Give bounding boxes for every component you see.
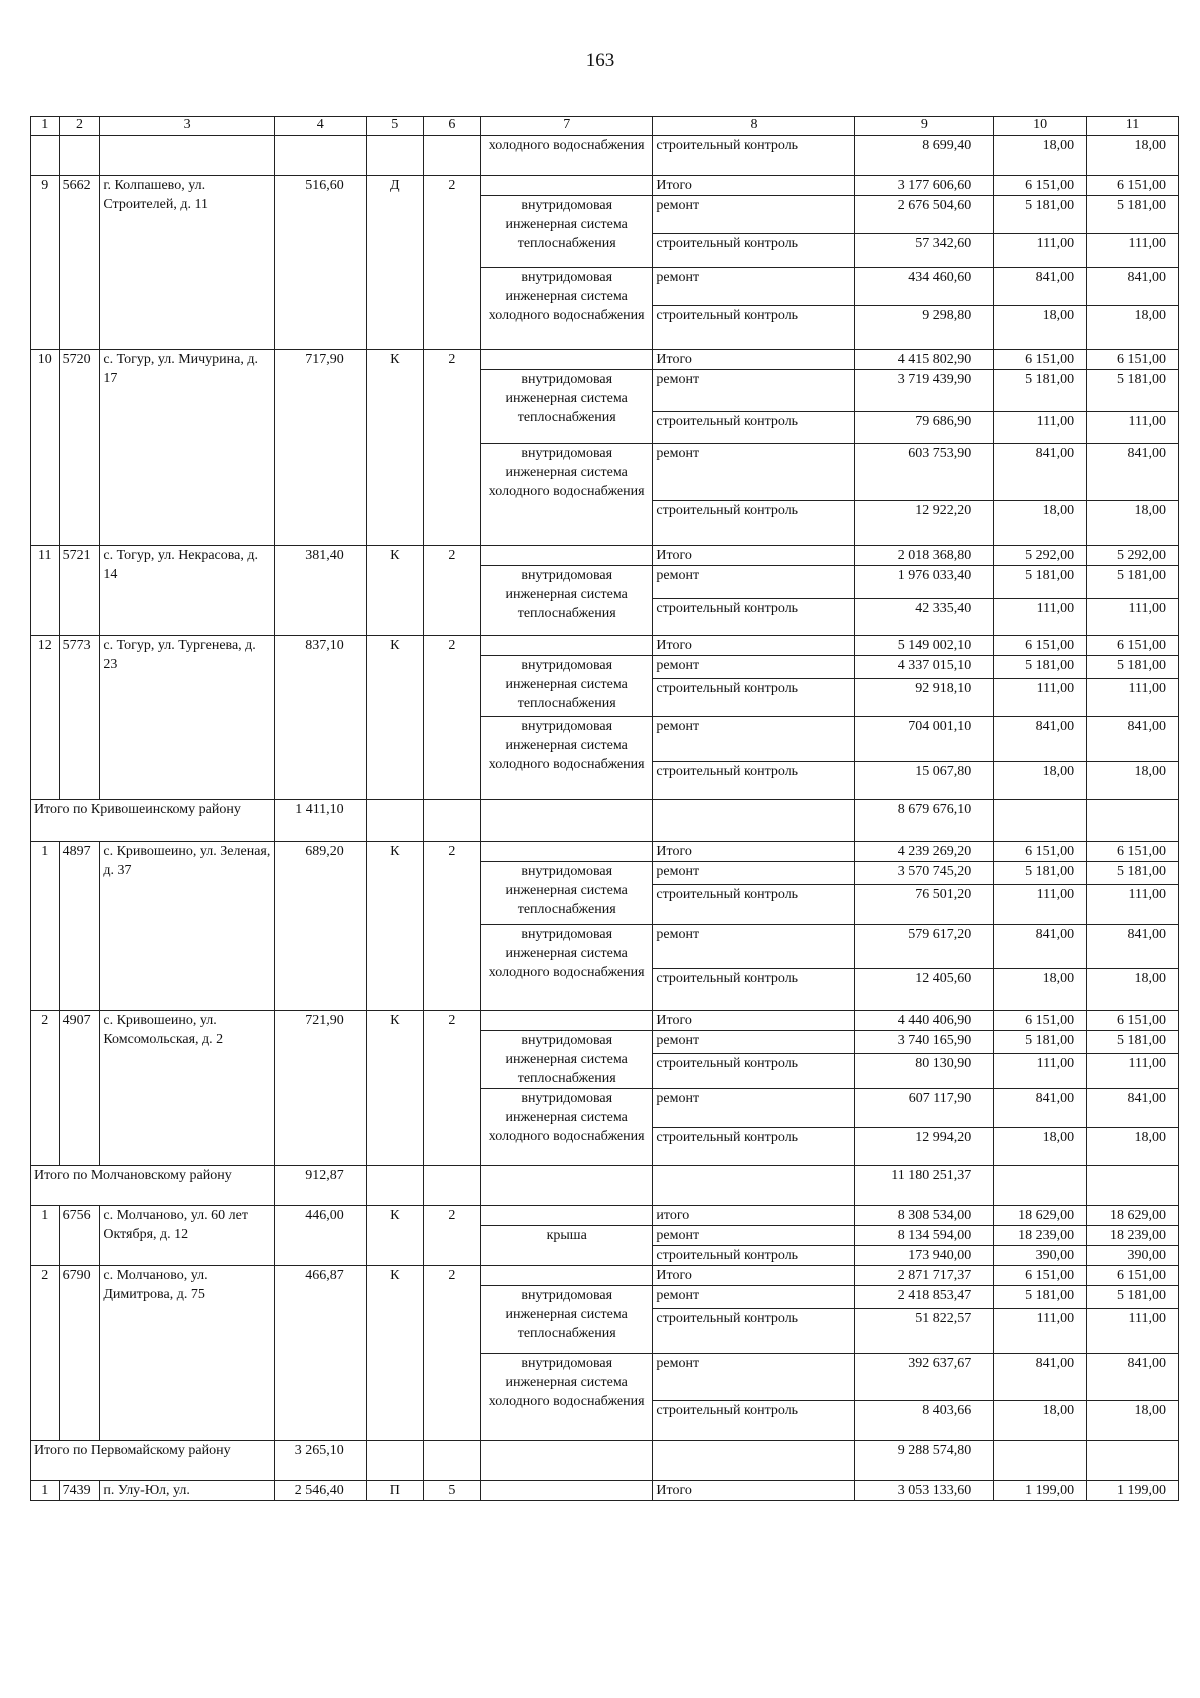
- subtotal-sum: 9 288 574,80: [855, 1441, 994, 1481]
- row-number: 10: [31, 350, 60, 546]
- work-cell: ремонт: [653, 925, 855, 969]
- system-cell: внутридомовая инженерная система холодного водоснабжения: [480, 925, 652, 1011]
- cost-cell: 8 134 594,00: [855, 1226, 994, 1246]
- address: с. Тогур, ул. Тургенева, д. 23: [100, 636, 274, 800]
- rate-cell: 5 181,00: [994, 370, 1087, 412]
- row-number: 1: [31, 842, 60, 1011]
- work-cell: строительный контроль: [653, 599, 855, 636]
- rate-cell: 18,00: [994, 501, 1087, 546]
- area: 466,87: [274, 1266, 366, 1441]
- rate-cell: 841,00: [994, 925, 1087, 969]
- house-id: 6790: [59, 1266, 100, 1441]
- system-cell: холодного водоснабжения: [480, 136, 652, 176]
- cost-cell: 12 405,60: [855, 969, 994, 1011]
- system-cell: внутридомовая инженерная система теплоснабжения: [480, 1031, 652, 1089]
- cost-cell: 3 719 439,90: [855, 370, 994, 412]
- work-cell: строительный контроль: [653, 1401, 855, 1441]
- rate-cell: 111,00: [1087, 599, 1179, 636]
- floors: 2: [423, 1266, 480, 1441]
- cost-cell: 434 460,60: [855, 268, 994, 306]
- rate-cell: 5 181,00: [994, 656, 1087, 679]
- rate-cell: 18,00: [1087, 501, 1179, 546]
- work-cell: итого: [653, 1206, 855, 1226]
- work-cell: строительный контроль: [653, 1246, 855, 1266]
- subtotal-sum: 11 180 251,37: [855, 1166, 994, 1206]
- rate-cell: 18 629,00: [1087, 1206, 1179, 1226]
- rate-cell: 111,00: [1087, 1054, 1179, 1089]
- rate-cell: 18,00: [1087, 1128, 1179, 1166]
- cost-cell: 9 298,80: [855, 306, 994, 350]
- cost-cell: 1 976 033,40: [855, 566, 994, 599]
- row-number: 2: [31, 1266, 60, 1441]
- work-cell: ремонт: [653, 566, 855, 599]
- wall-material: К: [366, 636, 423, 800]
- cost-cell: 3 570 745,20: [855, 862, 994, 885]
- cost-cell: 57 342,60: [855, 234, 994, 268]
- area: 689,20: [274, 842, 366, 1011]
- floors: 2: [423, 1206, 480, 1266]
- rate-cell: 18,00: [994, 762, 1087, 800]
- work-cell: ремонт: [653, 1089, 855, 1128]
- rate-cell: 841,00: [1087, 1354, 1179, 1401]
- rate-cell: 5 181,00: [1087, 656, 1179, 679]
- work-cell: строительный контроль: [653, 762, 855, 800]
- subtotal-label: Итого по Кривошеинскому району: [31, 800, 275, 842]
- rate-cell: 841,00: [1087, 717, 1179, 762]
- rate-cell: 841,00: [1087, 268, 1179, 306]
- system-cell: внутридомовая инженерная система холодного водоснабжения: [480, 717, 652, 800]
- wall-material: Д: [366, 176, 423, 350]
- rate-cell: 6 151,00: [994, 1266, 1087, 1286]
- rate-cell: 18,00: [1087, 136, 1179, 176]
- work-cell: строительный контроль: [653, 234, 855, 268]
- system-cell: внутридомовая инженерная система холодного водоснабжения: [480, 444, 652, 546]
- cost-cell: 76 501,20: [855, 885, 994, 925]
- address: п. Улу-Юл, ул.: [100, 1481, 274, 1501]
- table-row: [31, 546, 1179, 566]
- rate-cell: 5 181,00: [994, 1031, 1087, 1054]
- cost-cell: 4 415 802,90: [855, 350, 994, 370]
- system-cell: внутридомовая инженерная система теплоснабжения: [480, 566, 652, 636]
- rate-cell: 5 292,00: [1087, 546, 1179, 566]
- rate-cell: 5 181,00: [1087, 566, 1179, 599]
- rate-cell: 841,00: [994, 268, 1087, 306]
- header-cell: 4: [274, 117, 366, 136]
- cost-cell: 42 335,40: [855, 599, 994, 636]
- work-cell: ремонт: [653, 196, 855, 234]
- cost-cell: 4 337 015,10: [855, 656, 994, 679]
- cost-cell: 92 918,10: [855, 679, 994, 717]
- header-cell: 5: [366, 117, 423, 136]
- floors: 2: [423, 176, 480, 350]
- cost-cell: 2 676 504,60: [855, 196, 994, 234]
- rate-cell: 5 181,00: [994, 566, 1087, 599]
- work-cell: Итого: [653, 636, 855, 656]
- header-cell: 7: [480, 117, 652, 136]
- rate-cell: 5 181,00: [1087, 862, 1179, 885]
- floors: 2: [423, 636, 480, 800]
- rate-cell: 1 199,00: [1087, 1481, 1179, 1501]
- rate-cell: 18,00: [994, 969, 1087, 1011]
- system-cell: внутридомовая инженерная система теплоснабжения: [480, 196, 652, 268]
- cost-cell: 392 637,67: [855, 1354, 994, 1401]
- rate-cell: 841,00: [1087, 925, 1179, 969]
- cost-cell: 603 753,90: [855, 444, 994, 501]
- cost-cell: 3 053 133,60: [855, 1481, 994, 1501]
- cost-cell: 2 418 853,47: [855, 1286, 994, 1309]
- rate-cell: 390,00: [1087, 1246, 1179, 1266]
- work-cell: ремонт: [653, 1226, 855, 1246]
- wall-material: К: [366, 1011, 423, 1166]
- header-cell: 1: [31, 117, 60, 136]
- rate-cell: 111,00: [994, 412, 1087, 444]
- rate-cell: 6 151,00: [1087, 176, 1179, 196]
- area: 516,60: [274, 176, 366, 350]
- work-cell: Итого: [653, 1481, 855, 1501]
- floors: 5: [423, 1481, 480, 1501]
- rate-cell: 18 239,00: [1087, 1226, 1179, 1246]
- row-number: 11: [31, 546, 60, 636]
- rate-cell: 5 181,00: [994, 862, 1087, 885]
- header-row: [31, 117, 1179, 136]
- rate-cell: 18,00: [994, 1401, 1087, 1441]
- work-cell: строительный контроль: [653, 969, 855, 1011]
- subtotal-row: [31, 1441, 1179, 1481]
- rate-cell: 111,00: [1087, 412, 1179, 444]
- work-cell: строительный контроль: [653, 412, 855, 444]
- cost-cell: 3 740 165,90: [855, 1031, 994, 1054]
- rate-cell: 111,00: [994, 1309, 1087, 1354]
- work-cell: строительный контроль: [653, 306, 855, 350]
- header-cell: 10: [994, 117, 1087, 136]
- address: с. Кривошеино, ул. Комсомольская, д. 2: [100, 1011, 274, 1166]
- wall-material: К: [366, 842, 423, 1011]
- rate-cell: 5 181,00: [1087, 196, 1179, 234]
- cost-cell: 15 067,80: [855, 762, 994, 800]
- area: 381,40: [274, 546, 366, 636]
- subtotal-area: 3 265,10: [274, 1441, 366, 1481]
- work-cell: Итого: [653, 546, 855, 566]
- rate-cell: 5 181,00: [994, 196, 1087, 234]
- header-cell: 11: [1087, 117, 1179, 136]
- work-cell: строительный контроль: [653, 1309, 855, 1354]
- address: с. Молчаново, ул. Димитрова, д. 75: [100, 1266, 274, 1441]
- row-number: 1: [31, 1206, 60, 1266]
- subtotal-label: Итого по Первомайскому району: [31, 1441, 275, 1481]
- address: с. Молчаново, ул. 60 лет Октября, д. 12: [100, 1206, 274, 1266]
- rate-cell: 5 181,00: [994, 1286, 1087, 1309]
- house-id: 4897: [59, 842, 100, 1011]
- cost-cell: 173 940,00: [855, 1246, 994, 1266]
- area: 721,90: [274, 1011, 366, 1166]
- page-number: 163: [585, 50, 615, 71]
- table-row: [31, 136, 1179, 176]
- rate-cell: 18,00: [994, 306, 1087, 350]
- cost-cell: 3 177 606,60: [855, 176, 994, 196]
- wall-material: К: [366, 1206, 423, 1266]
- table-row: [31, 842, 1179, 862]
- rate-cell: 18,00: [994, 136, 1087, 176]
- works-table: [30, 116, 1179, 1501]
- rate-cell: 6 151,00: [994, 1011, 1087, 1031]
- rate-cell: 6 151,00: [1087, 1011, 1179, 1031]
- rate-cell: 18 629,00: [994, 1206, 1087, 1226]
- rate-cell: 841,00: [1087, 1089, 1179, 1128]
- table-row: [31, 350, 1179, 370]
- address: с. Тогур, ул. Мичурина, д. 17: [100, 350, 274, 546]
- rate-cell: 841,00: [1087, 444, 1179, 501]
- rate-cell: 111,00: [994, 599, 1087, 636]
- rate-cell: 6 151,00: [1087, 350, 1179, 370]
- rate-cell: 390,00: [994, 1246, 1087, 1266]
- work-cell: строительный контроль: [653, 1054, 855, 1089]
- address: с. Кривошеино, ул. Зеленая, д. 37: [100, 842, 274, 1011]
- rate-cell: 5 181,00: [1087, 1031, 1179, 1054]
- house-id: 5773: [59, 636, 100, 800]
- rate-cell: 111,00: [994, 679, 1087, 717]
- work-cell: ремонт: [653, 717, 855, 762]
- work-cell: Итого: [653, 176, 855, 196]
- rate-cell: 1 199,00: [994, 1481, 1087, 1501]
- header-cell: 6: [423, 117, 480, 136]
- house-id: 5662: [59, 176, 100, 350]
- cost-cell: 2 018 368,80: [855, 546, 994, 566]
- system-cell: внутридомовая инженерная система теплоснабжения: [480, 862, 652, 925]
- wall-material: К: [366, 350, 423, 546]
- cost-cell: 2 871 717,37: [855, 1266, 994, 1286]
- rate-cell: 841,00: [994, 1354, 1087, 1401]
- cost-cell: 8 403,66: [855, 1401, 994, 1441]
- rate-cell: 111,00: [1087, 234, 1179, 268]
- subtotal-row: [31, 1166, 1179, 1206]
- rate-cell: 18,00: [1087, 762, 1179, 800]
- table-row: [31, 636, 1179, 656]
- floors: 2: [423, 546, 480, 636]
- table-row: [31, 1206, 1179, 1226]
- rate-cell: 18,00: [1087, 306, 1179, 350]
- cost-cell: 79 686,90: [855, 412, 994, 444]
- rate-cell: 6 151,00: [1087, 1266, 1179, 1286]
- table-row: [31, 1481, 1179, 1501]
- work-cell: Итого: [653, 350, 855, 370]
- work-cell: строительный контроль: [653, 501, 855, 546]
- address: г. Колпашево, ул. Строителей, д. 11: [100, 176, 274, 350]
- cost-cell: 12 922,20: [855, 501, 994, 546]
- work-cell: строительный контроль: [653, 136, 855, 176]
- work-cell: ремонт: [653, 1031, 855, 1054]
- rate-cell: 841,00: [994, 444, 1087, 501]
- row-number: 9: [31, 176, 60, 350]
- rate-cell: 111,00: [994, 885, 1087, 925]
- rate-cell: 5 181,00: [1087, 1286, 1179, 1309]
- rate-cell: 6 151,00: [1087, 636, 1179, 656]
- house-id: 4907: [59, 1011, 100, 1166]
- wall-material: П: [366, 1481, 423, 1501]
- floors: 2: [423, 1011, 480, 1166]
- header-cell: 9: [855, 117, 994, 136]
- subtotal-row: [31, 800, 1179, 842]
- cost-cell: 5 149 002,10: [855, 636, 994, 656]
- header-cell: 8: [653, 117, 855, 136]
- rate-cell: 841,00: [994, 717, 1087, 762]
- system-cell: внутридомовая инженерная система холодного водоснабжения: [480, 1354, 652, 1441]
- rate-cell: 6 151,00: [994, 176, 1087, 196]
- area: 2 546,40: [274, 1481, 366, 1501]
- subtotal-sum: 8 679 676,10: [855, 800, 994, 842]
- work-cell: строительный контроль: [653, 1128, 855, 1166]
- work-cell: ремонт: [653, 370, 855, 412]
- rate-cell: 111,00: [1087, 885, 1179, 925]
- system-cell: внутридомовая инженерная система теплоснабжения: [480, 656, 652, 717]
- work-cell: строительный контроль: [653, 885, 855, 925]
- system-cell: внутридомовая инженерная система холодного водоснабжения: [480, 268, 652, 350]
- header-cell: 2: [59, 117, 100, 136]
- subtotal-area: 1 411,10: [274, 800, 366, 842]
- work-cell: ремонт: [653, 444, 855, 501]
- address: с. Тогур, ул. Некрасова, д. 14: [100, 546, 274, 636]
- table-row: [31, 1011, 1179, 1031]
- system-cell: внутридомовая инженерная система теплоснабжения: [480, 370, 652, 444]
- work-cell: Итого: [653, 1266, 855, 1286]
- row-number: 12: [31, 636, 60, 800]
- system-cell: внутридомовая инженерная система теплоснабжения: [480, 1286, 652, 1354]
- work-cell: ремонт: [653, 656, 855, 679]
- wall-material: К: [366, 1266, 423, 1441]
- work-cell: ремонт: [653, 1286, 855, 1309]
- row-number: 1: [31, 1481, 60, 1501]
- rate-cell: 18,00: [1087, 1401, 1179, 1441]
- work-cell: строительный контроль: [653, 679, 855, 717]
- rate-cell: 18,00: [994, 1128, 1087, 1166]
- rate-cell: 111,00: [994, 1054, 1087, 1089]
- area: 717,90: [274, 350, 366, 546]
- table-row: [31, 176, 1179, 196]
- cost-cell: 8 308 534,00: [855, 1206, 994, 1226]
- rate-cell: 6 151,00: [994, 842, 1087, 862]
- rate-cell: 6 151,00: [1087, 842, 1179, 862]
- work-cell: Итого: [653, 1011, 855, 1031]
- rate-cell: 5 292,00: [994, 546, 1087, 566]
- work-cell: ремонт: [653, 862, 855, 885]
- row-number: 2: [31, 1011, 60, 1166]
- house-id: 5720: [59, 350, 100, 546]
- system-cell: крыша: [480, 1226, 652, 1266]
- cost-cell: 80 130,90: [855, 1054, 994, 1089]
- header-cell: 3: [100, 117, 274, 136]
- system-cell: внутридомовая инженерная система холодного водоснабжения: [480, 1089, 652, 1166]
- subtotal-label: Итого по Молчановскому району: [31, 1166, 275, 1206]
- rate-cell: 18 239,00: [994, 1226, 1087, 1246]
- cost-cell: 704 001,10: [855, 717, 994, 762]
- rate-cell: 6 151,00: [994, 636, 1087, 656]
- work-cell: Итого: [653, 842, 855, 862]
- cost-cell: 12 994,20: [855, 1128, 994, 1166]
- subtotal-area: 912,87: [274, 1166, 366, 1206]
- rate-cell: 18,00: [1087, 969, 1179, 1011]
- cost-cell: 51 822,57: [855, 1309, 994, 1354]
- wall-material: К: [366, 546, 423, 636]
- table-row: [31, 1266, 1179, 1286]
- rate-cell: 6 151,00: [994, 350, 1087, 370]
- rate-cell: 111,00: [1087, 679, 1179, 717]
- area: 446,00: [274, 1206, 366, 1266]
- floors: 2: [423, 842, 480, 1011]
- cost-cell: 4 239 269,20: [855, 842, 994, 862]
- house-id: 5721: [59, 546, 100, 636]
- cost-cell: 8 699,40: [855, 136, 994, 176]
- cost-cell: 607 117,90: [855, 1089, 994, 1128]
- work-cell: ремонт: [653, 268, 855, 306]
- house-id: 7439: [59, 1481, 100, 1501]
- floors: 2: [423, 350, 480, 546]
- cost-cell: 579 617,20: [855, 925, 994, 969]
- rate-cell: 5 181,00: [1087, 370, 1179, 412]
- area: 837,10: [274, 636, 366, 800]
- rate-cell: 111,00: [994, 234, 1087, 268]
- rate-cell: 111,00: [1087, 1309, 1179, 1354]
- work-cell: ремонт: [653, 1354, 855, 1401]
- rate-cell: 841,00: [994, 1089, 1087, 1128]
- house-id: 6756: [59, 1206, 100, 1266]
- cost-cell: 4 440 406,90: [855, 1011, 994, 1031]
